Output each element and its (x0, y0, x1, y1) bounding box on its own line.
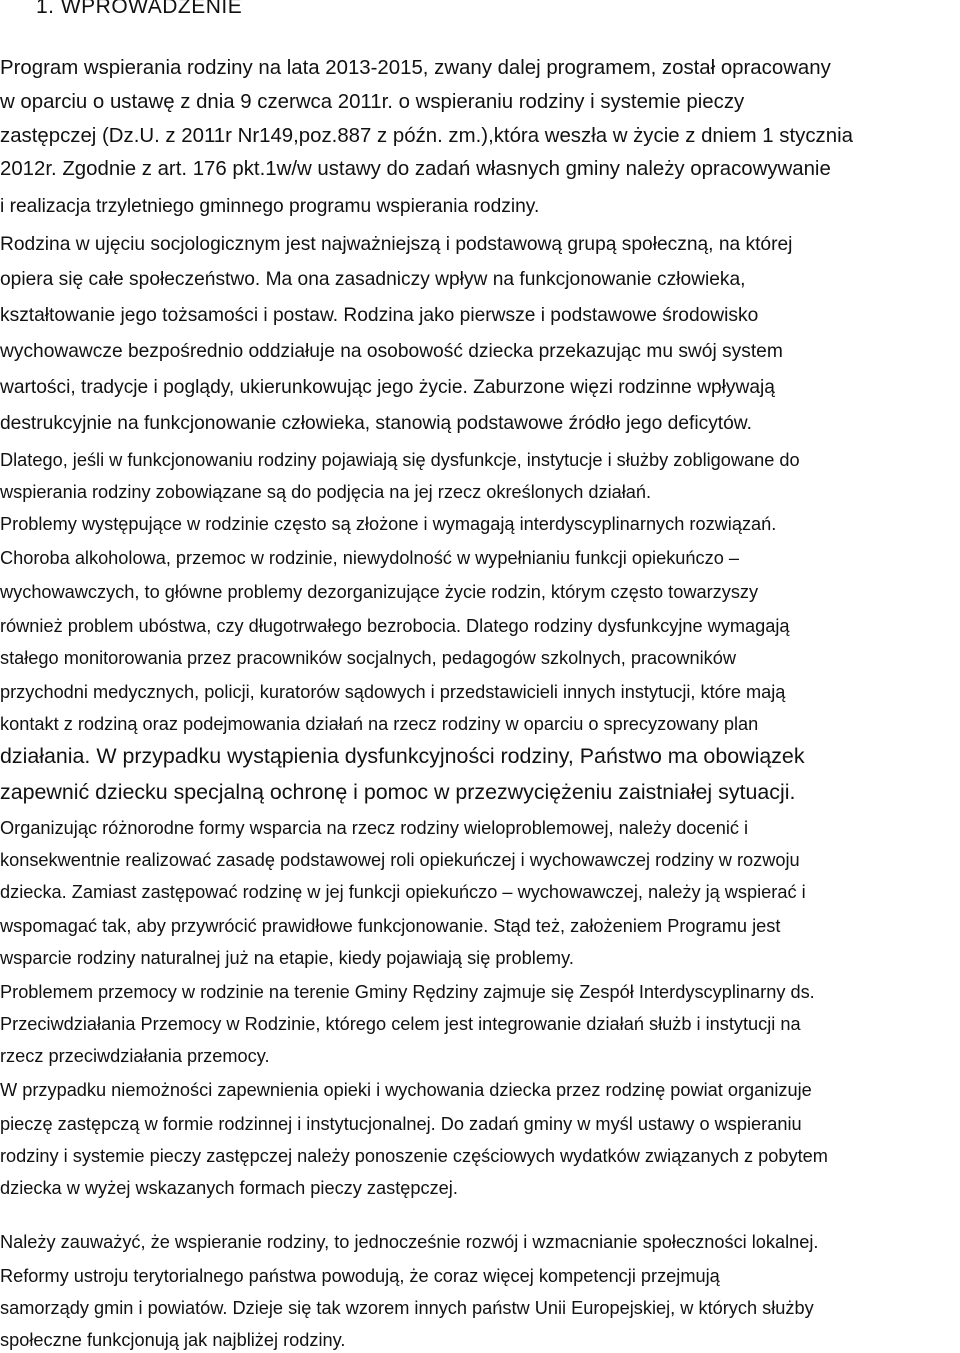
text-line: pieczę zastępczą w formie rodzinnej i instytucjonalnej. Do zadań gminy w myśl ustawy o wspieraniu (0, 1114, 802, 1134)
text-line: 2012r. Zgodnie z art. 176 pkt.1w/w ustawy do zadań własnych gminy należy opracowywanie (0, 158, 831, 180)
text-line: również problem ubóstwa, czy długotrwałego bezrobocia. Dlatego rodziny dysfunkcyjne wymagają (0, 616, 790, 636)
text-line: dziecka. Zamiast zastępować rodzinę w jej funkcji opiekuńczo – wychowawczej, należy ją wspierać i (0, 882, 806, 902)
text-line: i realizacja trzyletniego gminnego programu wspierania rodziny. (0, 196, 540, 217)
text-line: zapewnić dziecku specjalną ochronę i pomoc w przezwyciężeniu zaistniałej sytuacji. (0, 780, 796, 804)
text-line: Należy zauważyć, że wspieranie rodziny, to jednocześnie rozwój i wzmacnianie społeczności lokalnej. (0, 1232, 819, 1252)
text-line: rzecz przeciwdziałania przemocy. (0, 1046, 270, 1066)
text-line: konsekwentnie realizować zasadę podstawowej roli opiekuńczej i wychowawczej rodziny w rozwoju (0, 850, 800, 870)
text-line: wychowawczych, to główne problemy dezorganizujące życie rodzin, którym często towarzyszy (0, 582, 759, 602)
text-line: Rodzina w ujęciu socjologicznym jest najważniejszą i podstawową grupą społeczną, na której (0, 234, 793, 255)
text-line: społeczne funkcjonują jak najbliżej rodziny. (0, 1330, 346, 1350)
section-heading: 1. WPROWADZENIE (36, 0, 243, 18)
text-line: zastępczej (Dz.U. z 2011r Nr149,poz.887 z późn. zm.),która weszła w życie z dniem 1 stycznia (0, 125, 853, 147)
text-line: kontakt z rodziną oraz podejmowania działań na rzecz rodziny w oparciu o sprecyzowany plan (0, 714, 759, 734)
text-line: Choroba alkoholowa, przemoc w rodzinie, niewydolność w wypełnianiu funkcji opiekuńczo – (0, 548, 740, 568)
text-line: Program wspierania rodziny na lata 2013-2015, zwany dalej programem, został opracowany (0, 57, 831, 79)
text-line: Reformy ustroju terytorialnego państwa powodują, że coraz więcej kompetencji przejmują (0, 1266, 720, 1286)
text-line: Dlatego, jeśli w funkcjonowaniu rodziny pojawiają się dysfunkcje, instytucje i służby zobligowane do (0, 450, 800, 470)
text-line: wsparcie rodziny naturalnej już na etapie, kiedy pojawiają się problemy. (0, 948, 574, 968)
text-line: wspierania rodziny zobowiązane są do podjęcia na jej rzecz określonych działań. (0, 482, 652, 502)
text-line: stałego monitorowania przez pracowników socjalnych, pedagogów szkolnych, pracowników (0, 648, 736, 668)
text-line: wychowawcze bezpośrednio oddziałuje na osobowość dziecka przekazując mu swój system (0, 341, 783, 362)
text-line: Organizując różnorodne formy wsparcia na rzecz rodziny wieloproblemowej, należy docenić i (0, 818, 749, 838)
text-line: W przypadku niemożności zapewnienia opieki i wychowania dziecka przez rodzinę powiat organizuje (0, 1080, 812, 1100)
text-line: samorządy gmin i powiatów. Dzieje się tak wzorem innych państw Unii Europejskiej, w których służby (0, 1298, 814, 1318)
text-line: przychodni medycznych, policji, kuratorów sądowych i przedstawicieli innych instytucji, które mają (0, 682, 786, 702)
text-line: opiera się całe społeczeństwo. Ma ona zasadniczy wpływ na funkcjonowanie człowieka, (0, 269, 746, 290)
text-line: wartości, tradycje i poglądy, ukierunkowując jego życie. Zaburzone więzi rodzinne wpływają (0, 377, 775, 398)
text-line: rodziny i systemie pieczy zastępczej należy ponoszenie częściowych wydatków związanych z pobytem (0, 1146, 828, 1166)
text-line: kształtowanie jego tożsamości i postaw. Rodzina jako pierwsze i podstawowe środowisko (0, 305, 759, 326)
text-line: w oparciu o ustawę z dnia 9 czerwca 2011r. o wspieraniu rodziny i systemie pieczy (0, 91, 745, 113)
text-line: Przeciwdziałania Przemocy w Rodzinie, którego celem jest integrowanie działań służb i instytucji na (0, 1014, 801, 1034)
text-line: Problemem przemocy w rodzinie na terenie Gminy Rędziny zajmuje się Zespół Interdyscyplinarny ds. (0, 982, 815, 1002)
text-line: dziecka w wyżej wskazanych formach pieczy zastępczej. (0, 1178, 458, 1198)
text-line: Problemy występujące w rodzinie często są złożone i wymagają interdyscyplinarnych rozwiązań. (0, 514, 777, 534)
text-line: działania. W przypadku wystąpienia dysfunkcyjności rodziny, Państwo ma obowiązek (0, 744, 805, 768)
text-line: wspomagać tak, aby przywrócić prawidłowe funkcjonowanie. Stąd też, założeniem Programu jest (0, 916, 781, 936)
text-line: destrukcyjnie na funkcjonowanie człowieka, stanowią podstawowe źródło jego deficytów. (0, 413, 752, 434)
